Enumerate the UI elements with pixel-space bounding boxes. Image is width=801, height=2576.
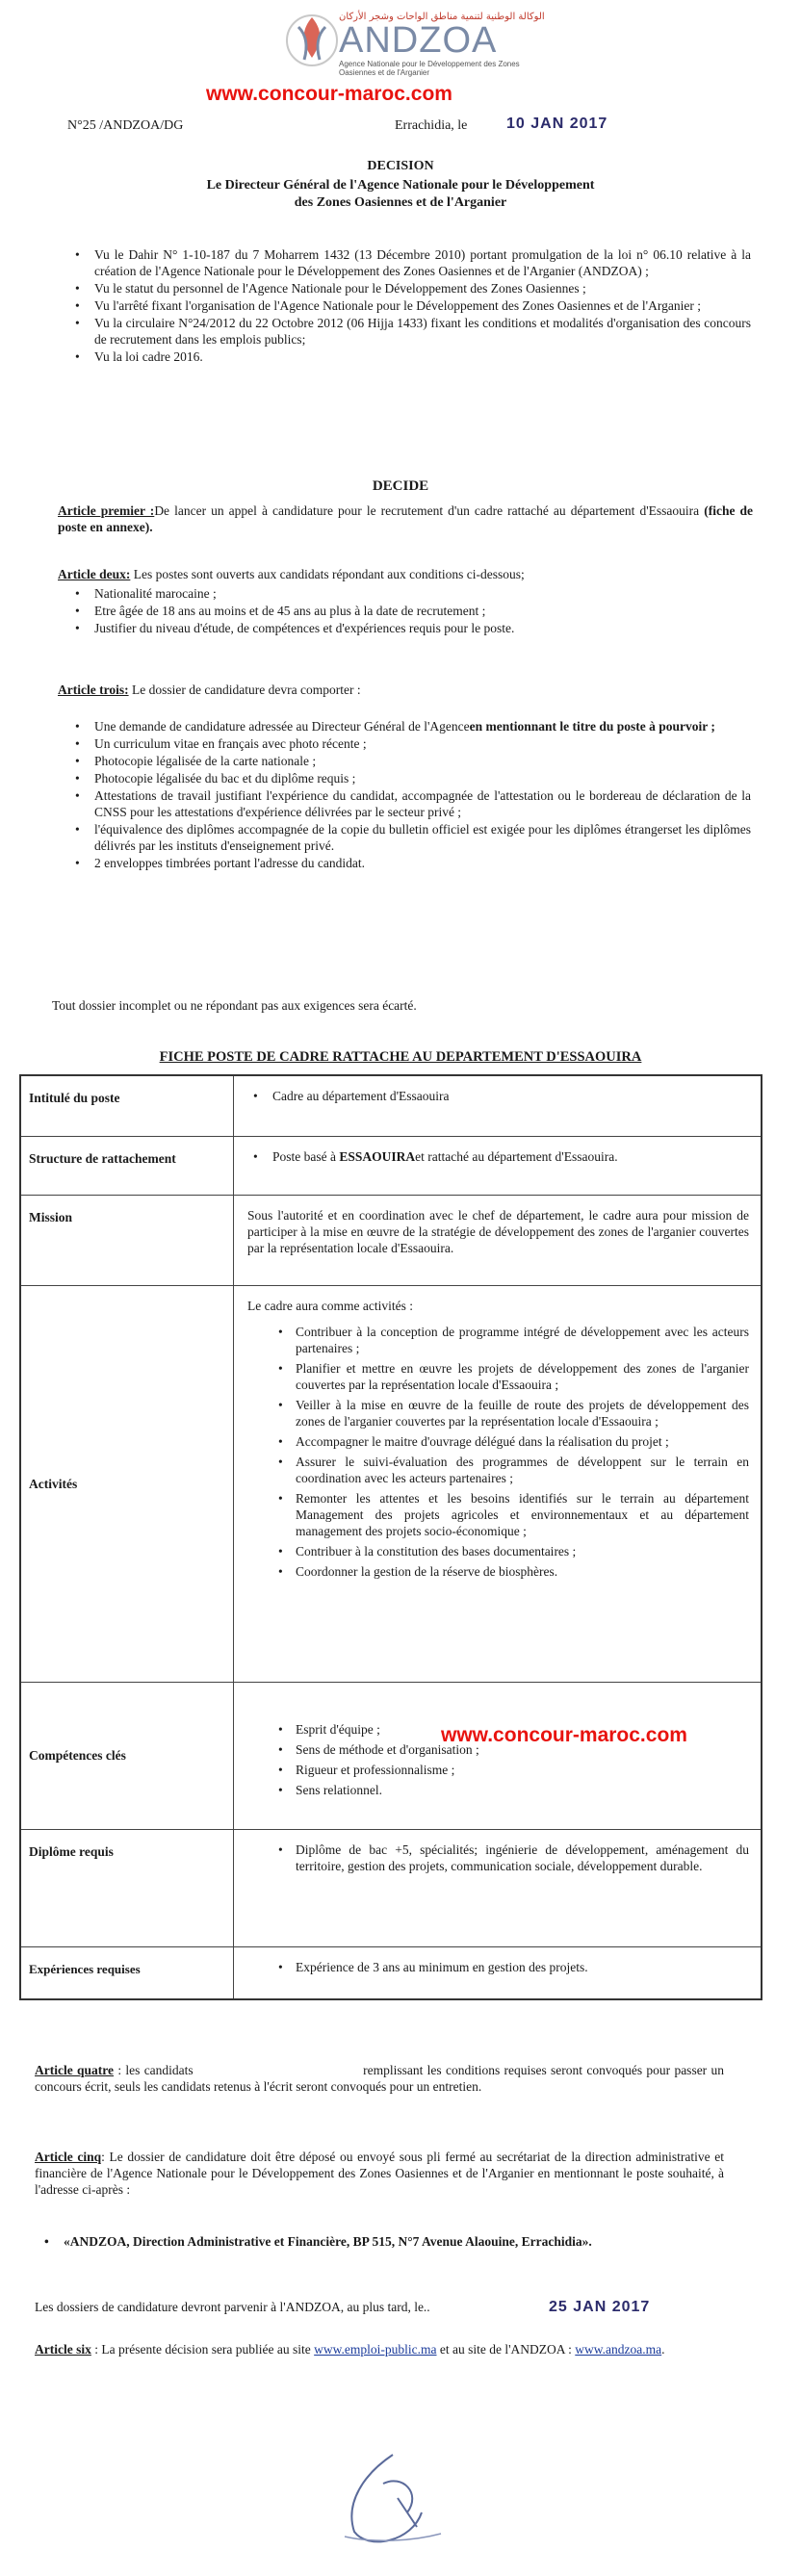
activites-list (247, 1324, 749, 1580)
document-item: • Photocopie légalisée de la carte nationale ; (65, 753, 751, 769)
experiences-label: Expériences requises (20, 1946, 234, 1999)
visa-item: • Vu le Dahir N° 1-10-187 du 7 Moharrem 1432 (13 Décembre 2010) portant promulgation de la loi n° 06.10 relative à la création de l'Agence Nationale pour le Développement des Zones Oasiennes et de l'Arganier (ANDZOA) ; (65, 246, 751, 279)
article-deux-label: Article deux: (58, 567, 131, 581)
article-cinq-text: : Le dossier de candidature doit être déposé ou envoyé sous pli fermé au secrétariat de la direction administrative et financière de l'Agence Nationale pour le Développement des Zones Oasiennes et de l'Arganier en mentionnant le poste souhaité, à l'adresse ci-après : (35, 2150, 724, 2197)
document-item (65, 718, 751, 734)
article-cinq (35, 2149, 724, 2198)
address-list (35, 2233, 724, 2251)
document-item: • Un curriculum vitae en français avec photo récente ; (65, 735, 751, 752)
visa-item: • Vu l'arrêté fixant l'organisation de l'Agence Nationale pour le Développement des Zones Oasiennes et de l'Arganier ; (65, 297, 751, 314)
table-row (20, 1829, 762, 1946)
article-six-label: Article six (35, 2342, 91, 2357)
incomplete-note: Tout dossier incomplet ou ne répondant pas aux exigences sera écarté. (52, 998, 417, 1013)
diplome-cell (234, 1829, 762, 1946)
table-row (20, 1195, 762, 1285)
document-item: • 2 enveloppes timbrées portant l'adresse du candidat. (65, 855, 751, 871)
article-premier-text: De lancer un appel à candidature pour le recrutement d'un cadre rattaché au département d'Essaouira (154, 503, 705, 518)
visa-item: • Vu la loi cadre 2016. (65, 348, 751, 365)
visa-item: • Vu la circulaire N°24/2012 du 22 Octobre 2012 (06 Hijja 1433) fixant les conditions et modalités d'organisation des concours de recrutement dans les emplois publics; (65, 315, 751, 348)
structure-label: Structure de rattachement (20, 1136, 234, 1195)
activite-item: • Remonter les attentes et les besoins identifiés sur le terrain au département Management des projets agricoles et environnementaux et au département management des projets socio-économique ; (247, 1490, 749, 1539)
activite-item: • Accompagner le maitre d'ouvrage délégué dans la réalisation du projet ; (247, 1433, 749, 1450)
fiche-table (19, 1074, 762, 2000)
article-six-end: . (661, 2342, 665, 2357)
table-row (20, 1946, 762, 1999)
article-deux-text: Les postes sont ouverts aux candidats répondant aux conditions ci-dessous; (130, 567, 525, 581)
activite-item: • Veiller à la mise en œuvre de la feuille de route des projets de développement des zones de l'arganier couvertes par la représentation locale d'Essaouira ; (247, 1397, 749, 1430)
article-deux-list (65, 585, 751, 637)
experiences-cell (234, 1946, 762, 1999)
structure-cell (234, 1136, 762, 1195)
article-premier-label: Article premier : (58, 503, 155, 518)
competence-item: • Sens relationnel. (247, 1782, 749, 1798)
condition-item: • Nationalité marocaine ; (65, 585, 751, 602)
competence-item: • Sens de méthode et d'organisation ; (247, 1741, 749, 1758)
diplome-label: Diplôme requis (20, 1829, 234, 1946)
article-trois-text: Le dossier de candidature devra comporter : (128, 683, 361, 697)
article-six (35, 2341, 724, 2357)
deadline-stamp: 25 JAN 2017 (549, 2299, 651, 2315)
activite-item: • Contribuer à la conception de programme intégré de développement avec les acteurs partenaires ; (247, 1324, 749, 1356)
structure-bold: ESSAOUIRA (339, 1148, 416, 1164)
condition-item: • Justifier du niveau d'étude, de compétences et d'expériences requis pour le poste. (65, 620, 751, 636)
signature-mark (325, 2445, 451, 2551)
table-row (20, 1075, 762, 1136)
decision-title: DECISION (367, 159, 434, 173)
logo-arabic-text: الوكالة الوطنية لتنمية مناطق الواحات وشجر الأركان (339, 12, 545, 22)
fiche-title: FICHE POSTE DE CADRE RATTACHE AU DEPARTEMENT D'ESSAOUIRA (159, 1049, 642, 1065)
logo-name: ANDZOA (339, 20, 498, 61)
competences-cell (234, 1683, 762, 1830)
competences-label: Compétences clés (20, 1683, 234, 1830)
competence-item: • Rigueur et professionnalisme ; (247, 1762, 749, 1778)
activite-item: • Planifier et mettre en œuvre les projets de développement des zones de l'arganier couvertes par la représentation locale d'Essaouira ; (247, 1360, 749, 1393)
decide-heading: DECIDE (372, 478, 429, 494)
document-item: • Attestations de travail justifiant l'expérience du candidat, accompagnée de l'attestation ou le bordereau de déclaration de la CNSS pour les attestations d'expérience délivrées par le secteur privé ; (65, 787, 751, 820)
intitule-label: Intitulé du poste (20, 1075, 234, 1136)
structure-value (247, 1148, 749, 1165)
place-date: Errachidia, le (395, 118, 468, 133)
document-item-bold: en mentionnant le titre du poste à pourvoir ; (469, 719, 715, 734)
andzoa-link[interactable]: www.andzoa.ma (575, 2342, 662, 2357)
article-quatre (35, 2062, 728, 2095)
intitule-cell (234, 1075, 762, 1136)
article-quatre-text: : les candidats remplissant les conditions requises seront convoqués pour passer un concours écrit, seuls les candidats retenus à l'écrit seront convoqués pour un entretien. (35, 2063, 728, 2094)
article-trois-label: Article trois: (58, 683, 129, 697)
condition-item: • Etre âgée de 18 ans au moins et de 45 ans au plus à la date de recrutement ; (65, 603, 751, 619)
article-premier (58, 502, 753, 535)
diplome-value: • Diplôme de bac +5, spécialités; ingénierie de développement, aménagement du territoire, gestion des projets, communication sociale, développement durable. (247, 1842, 749, 1874)
decision-subtitle (0, 177, 801, 212)
article-six-middle: et au site de l'ANDZOA : (436, 2342, 572, 2357)
article-deux (58, 566, 753, 582)
activites-label: Activités (20, 1285, 234, 1682)
watermark-middle: www.concour-maroc.com (441, 1724, 687, 1746)
activite-item: • Assurer le suivi-évaluation des programmes de développent sur le terrain en coordination avec les acteurs partenaires ; (247, 1454, 749, 1486)
andzoa-logo-icon (281, 8, 343, 69)
table-row (20, 1136, 762, 1195)
decision-subtitle-line1: Le Directeur Général de l'Agence Nationale pour le Développement (206, 178, 595, 193)
structure-suffix: et rattaché au département d'Essaouira. (415, 1148, 618, 1164)
address-item: • «ANDZOA, Direction Administrative et Financière, BP 515, N°7 Avenue Alaouine, Errachidia». (35, 2233, 724, 2250)
article-quatre-label: Article quatre (35, 2063, 115, 2077)
table-row (20, 1683, 762, 1830)
visas-list (65, 246, 751, 366)
logo-subtitle: Agence Nationale pour le Développement des Zones Oasiennes et de l'Arganier (339, 60, 520, 77)
decision-subtitle-line2: des Zones Oasiennes et de l'Arganier (294, 195, 507, 210)
document-item: • Photocopie légalisée du bac et du diplôme requis ; (65, 770, 751, 786)
deadline-text: Les dossiers de candidature devront parvenir à l'ANDZOA, au plus tard, le.. (35, 2300, 430, 2314)
activites-intro: Le cadre aura comme activités : (247, 1298, 414, 1313)
watermark-top: www.concour-maroc.com (206, 83, 452, 105)
visa-item: • Vu le statut du personnel de l'Agence Nationale pour le Développement des Zones Oasiennes ; (65, 280, 751, 296)
article-trois (58, 682, 753, 698)
document-item-text: Une demande de candidature adressée au Directeur Général de l'Agence (94, 719, 470, 734)
date-stamp: 10 JAN 2017 (506, 116, 608, 132)
mission-label: Mission (20, 1195, 234, 1285)
article-trois-list (65, 718, 751, 872)
emploi-public-link[interactable]: www.emploi-public.ma (314, 2342, 437, 2357)
intitule-value: • Cadre au département d'Essaouira (247, 1088, 749, 1104)
mission-value: Sous l'autorité et en coordination avec le chef de département, le cadre aura pour mission de participer à la mise en œuvre de la stratégie de développement des zones de l'arganier couvertes par la représentation locale d'Essaouira. (234, 1195, 762, 1285)
article-cinq-label: Article cinq (35, 2150, 102, 2164)
article-six-text: : La présente décision sera publiée au site (90, 2342, 315, 2357)
experiences-value: • Expérience de 3 ans au minimum en gestion des projets. (247, 1959, 749, 1975)
table-row (20, 1285, 762, 1682)
document-item: • l'équivalence des diplômes accompagnée de la copie du bulletin officiel est exigée pour les diplômes étrangerset les diplômes délivrés par les instituts d'enseignement privé. (65, 821, 751, 854)
andzoa-logo (281, 6, 545, 77)
activite-item: • Coordonner la gestion de la réserve de biosphères. (247, 1563, 749, 1580)
activite-item: • Contribuer à la constitution des bases documentaires ; (247, 1543, 749, 1559)
competence-item: • Esprit d'équipe ; (247, 1721, 749, 1738)
reference-number: N°25 /ANDZOA/DG (67, 118, 184, 133)
article-premier-bold: (fiche de poste en annexe). (58, 503, 754, 534)
structure-prefix: Poste basé à (272, 1148, 340, 1164)
activites-cell (234, 1285, 762, 1682)
